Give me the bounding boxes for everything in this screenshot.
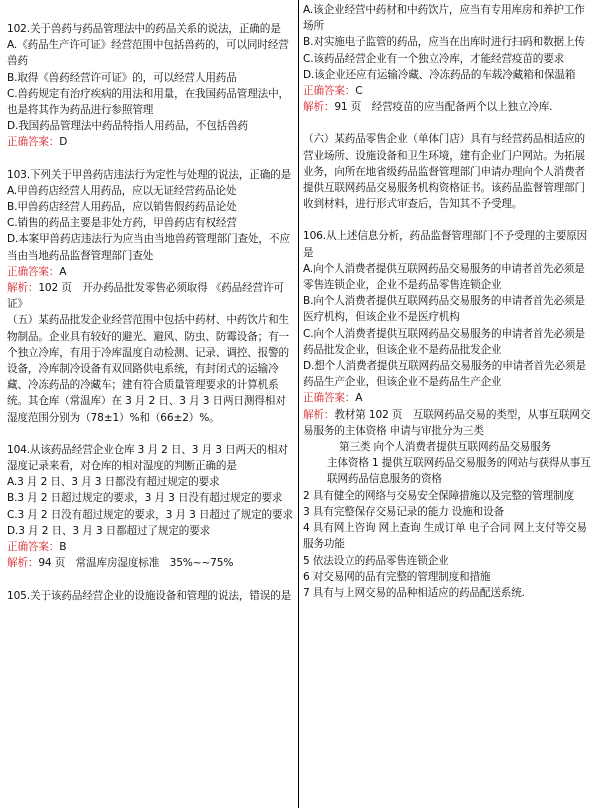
q106-analysis xyxy=(303,407,592,439)
q104-option-d: D.3 月 2 日、3 月 3 日都超过了规定的要求 xyxy=(7,524,211,537)
q105-answer xyxy=(303,83,592,99)
q102-option-b: B.取得《兽药经营许可证》的，可以经营人用药品 xyxy=(7,71,237,84)
q104-option-b: B.3 月 2 日超过规定的要求，3 月 3 日没有超过规定的要求 xyxy=(7,492,283,505)
analysis-line: 第三类 向个人消费者提供互联网药品交易服务 xyxy=(339,441,552,454)
analysis-label: 解析： xyxy=(7,557,39,570)
q102-option-c: C.兽药规定有治疗疾病的用法和用量，在我国药品管理法中，也是将其作为药品进行参照管理 xyxy=(7,87,289,117)
left-column xyxy=(7,0,295,808)
analysis-text: 102 页 开办药品批发零售必须取得 《药品经营许可证》 xyxy=(7,282,284,311)
answer-value: A xyxy=(59,265,67,278)
answer-label: 正确答案： xyxy=(303,85,356,98)
q106-option-d: D.想个人消费者提供互联网药品交易服务的申请者首先必须是药品生产企业，但该企业不是药品生产企业 xyxy=(303,360,586,389)
q103-answer xyxy=(7,264,295,280)
q105-option-a: A.该企业经营中药材和中药饮片，应当有专用库房和养护工作场所 xyxy=(303,4,585,33)
q105-option-d: D.该企业还应有运输冷藏、冷冻药品的车载冷藏箱和保温箱 xyxy=(303,68,576,81)
q105-option-c: C.该药品经营企业有一个独立冷库，才能经营疫苗的要求 xyxy=(303,52,565,65)
q102-option-d: D.我国药品管理法中药品特指人用药品，不包括兽药 xyxy=(7,120,248,133)
answer-label: 正确答案： xyxy=(7,136,60,149)
answer-label: 正确答案： xyxy=(7,265,60,278)
analysis-line: 7 具有与上网交易的品种相适应的药品配送系统. xyxy=(303,586,525,599)
analysis-label: 解析： xyxy=(7,282,39,295)
q102-answer xyxy=(7,134,295,150)
q105-stem: 105.关于该药品经营企业的设施设备和管理的说法，错误的是 xyxy=(7,589,292,602)
q104-option-c: C.3 月 2 日没有超过规定的要求，3 月 3 日超过了规定的要求 xyxy=(7,508,293,521)
analysis-label: 解析： xyxy=(303,408,335,421)
analysis-line: 5 依法设立的药品零售连锁企业 xyxy=(303,554,449,567)
answer-label: 正确答案： xyxy=(303,392,356,405)
analysis-line: 2 具有健全的网络与交易安全保障措施以及完整的管理制度 xyxy=(303,489,574,502)
column-divider xyxy=(298,0,299,808)
analysis-line: 3 具有完整保存交易记录的能力 设施和设备 xyxy=(303,505,505,518)
q106-option-c: C.向个人消费者提供互联网药品交易服务的申请者首先必须是药品批发企业，但该企业不是药品批发企业 xyxy=(303,327,585,356)
q104-stem: 104.从该药品经营企业仓库 3 月 2 日、3 月 3 日两天的相对湿度记录来看，对仓库的相对湿度的判断正确的是 xyxy=(7,443,288,473)
answer-label: 正确答案： xyxy=(7,541,60,554)
q105-analysis xyxy=(303,99,592,115)
q102-option-a: A.《药品生产许可证》经营范围中包括兽药的，可以同时经营兽药 xyxy=(7,39,289,68)
answer-value: C xyxy=(355,85,363,98)
analysis-text: 94 页 常温库房湿度标准 35%~~75% xyxy=(38,557,234,570)
q103-option-a: A.甲兽药店经营人用药品，应以无证经营药品论处 xyxy=(7,184,237,197)
analysis-line: 主体资格 1 提供互联网药品交易服务的网站与获得从事互联网药品信息服务的资格 xyxy=(327,457,591,486)
q104-answer xyxy=(7,539,295,555)
q106-stem: 106.从上述信息分析，药品监督管理部门不予受理的主要原因是 xyxy=(303,230,588,259)
case-6-passage: （六）某药品零售企业（单体门店）具有与经营药品相适应的营业场所、设施设备和卫生环境，建有企业门户网站。为拓展业务，向所在地省级药品监督管理部门申请办理向个人消费者提供互联网药品交易服务机构资格证书。该药品监督管理部门收到材料，进行形式审查后，告知其不予受理。 xyxy=(303,133,585,211)
q106-answer xyxy=(303,390,592,406)
q102-stem: 102.关于兽药与药品管理法中的药品关系的说法，正确的是 xyxy=(7,23,281,35)
answer-value: D xyxy=(59,136,68,149)
q106-option-b: B.向个人消费者提供互联网药品交易服务的申请者首先必须是医疗机构，但该企业不是医疗机构 xyxy=(303,295,585,324)
analysis-text: 91 页 经营疫苗的应当配备两个以上独立冷库. xyxy=(334,101,553,114)
answer-value: A xyxy=(355,392,363,405)
q103-option-b: B.甲兽药店经营人用药品，应以销售假药药品论处 xyxy=(7,201,237,214)
q103-option-d: D.本案甲兽药店违法行为应当由当地兽药管理部门查处，不应当由当地药品监督管理部门查处 xyxy=(7,233,290,262)
answer-value: B xyxy=(59,541,67,554)
case-5-passage: （五）某药品批发企业经营范围中包括中药材、中药饮片和生物制品。企业具有较好的避光、避风、防虫、防霉设备；有一个独立冷库，有用于冷库温度自动检测、记录、调控、报警的设备，冷库制冷设备有双回路供电系统，有封闭式的运输冷藏、冷冻药品的冷藏车；建有符合质量管理要求的计算机系统。其仓库（常温库）在 3 月 2 日、3 月 3 日两日测得相对湿度范围分别为（78±1）%和（66±2）%。 xyxy=(7,314,289,424)
q103-stem: 103.下列关于甲兽药店违法行为定性与处理的说法，正确的是 xyxy=(7,168,292,181)
q104-analysis xyxy=(7,555,295,571)
q105-option-b: B.对实施电子监管的药品，应当在出库时进行扫码和数据上传 xyxy=(303,36,585,49)
q106-option-a: A.向个人消费者提供互联网药品交易服务的申请者首先必须是零售连锁企业，企业不是药品零售连锁企业 xyxy=(303,262,585,292)
analysis-label: 解析： xyxy=(303,101,335,114)
q103-option-c: C.销售的药品主要是非处方药，甲兽药店有权经营 xyxy=(7,217,237,230)
right-column xyxy=(303,0,592,808)
analysis-text: 教材第 102 页 互联网药品交易的类型，从事互联网交易服务的主体资格 申请与审批分为三类 xyxy=(303,408,591,437)
analysis-line: 4 具有网上咨询 网上查询 生成订单 电子合同 网上支付等交易服务功能 xyxy=(303,522,587,551)
q104-option-a: A.3 月 2 日、3 月 3 日都没有超过规定的要求 xyxy=(7,476,220,489)
analysis-line: 6 对交易网的品有完整的管理制度和措施 xyxy=(303,570,491,583)
q103-analysis xyxy=(7,280,295,312)
